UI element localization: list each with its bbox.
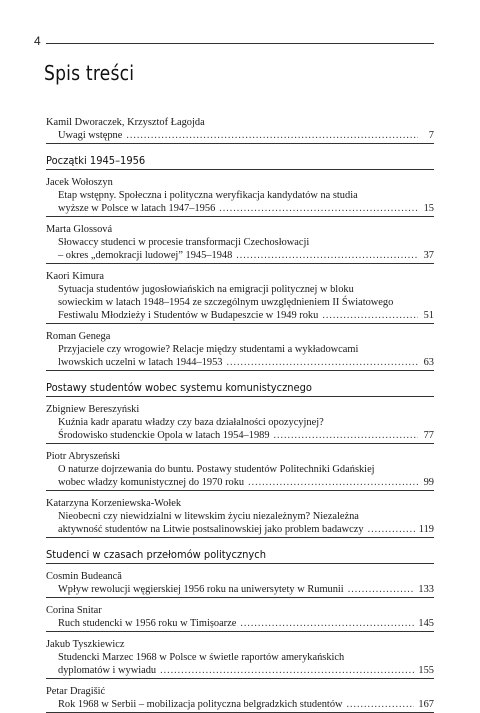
toc-entry[interactable] — [46, 685, 434, 713]
entry-title-last-line — [58, 476, 434, 489]
entry-title-line: Sytuacja studentów jugosłowiańskich na emigracji politycznej w bloku — [58, 284, 354, 295]
entry-title — [46, 510, 434, 538]
entry-title-last-line — [58, 583, 434, 596]
dot-leader — [240, 617, 414, 630]
entry-title-last-line — [58, 356, 434, 369]
entry-author: Piotr Abryszeński — [46, 451, 121, 462]
section-heading — [46, 548, 434, 564]
entry-page-number: 37 — [423, 250, 434, 261]
dot-leader — [348, 583, 415, 596]
entry-title-last-line — [58, 698, 434, 711]
entry-author: Katarzyna Korzeniewska-Wołek — [46, 498, 182, 509]
toc-entry[interactable] — [46, 223, 434, 264]
page-title: Spis treści — [44, 61, 135, 85]
entry-title-last-line — [58, 429, 434, 442]
dot-leader — [274, 429, 418, 442]
entry-title-line: Przyjaciele czy wrogowie? Relacje między studentami a wykładowcami — [58, 344, 359, 355]
entry-author: Marta Glossová — [46, 224, 113, 235]
entry-title — [46, 236, 434, 264]
toc-entry[interactable] — [46, 570, 434, 598]
entry-title — [46, 343, 434, 371]
entry-author: Zbigniew Bereszyński — [46, 404, 140, 415]
entry-title-last-line — [58, 249, 434, 262]
entry-author: Petar Dragišić — [46, 686, 106, 697]
entry-author: Jacek Wołoszyn — [46, 177, 113, 188]
entry-title-line: lwowskich uczelni w latach 1944–1953 — [58, 357, 223, 368]
entry-title — [46, 463, 434, 491]
entry-author: Corina Snitar — [46, 605, 102, 616]
entry-title — [46, 583, 434, 598]
entry-title-line: Wpływ rewolucji węgierskiej 1956 roku na uniwersytety w Rumunii — [58, 584, 344, 595]
toc-entry[interactable] — [46, 604, 434, 632]
entry-title-line: Ruch studencki w 1956 roku w Timișoarze — [58, 618, 237, 629]
entry-page-number: 145 — [418, 618, 434, 629]
entry-author: Kamil Dworaczek, Krzysztof Łagojda — [46, 117, 205, 128]
section-heading — [46, 381, 434, 397]
entry-title-line: Rok 1968 w Serbii – mobilizacja polityczna belgradzkich studentów — [58, 699, 343, 710]
section-heading — [46, 154, 434, 170]
entry-title — [46, 416, 434, 444]
entry-title-line: wyższe w Polsce w latach 1947–1956 — [58, 203, 216, 214]
entry-title-line: Studencki Marzec 1968 w Polsce w świetle raportów amerykańskich — [58, 652, 345, 663]
toc-entry[interactable] — [46, 330, 434, 371]
toc-entry[interactable] — [46, 270, 434, 324]
entry-page-number: 7 — [428, 130, 434, 141]
dot-leader — [126, 129, 418, 142]
entry-title — [46, 617, 434, 632]
entry-title-line: Festiwalu Młodzieży i Studentów w Budapeszcie w 1949 roku — [58, 310, 319, 321]
entry-title-last-line — [58, 664, 434, 677]
entry-page-number: 167 — [418, 699, 434, 710]
toc-entry[interactable] — [46, 403, 434, 444]
entry-author: Jakub Tyszkiewicz — [46, 639, 125, 650]
dot-leader — [160, 664, 414, 677]
entry-title-line: aktywność studentów na Litwie postsalinowskiej jako problem badawczy — [58, 524, 364, 535]
entry-page-number: 155 — [418, 665, 434, 676]
entry-page-number: 77 — [423, 430, 434, 441]
entry-page-number: 63 — [423, 357, 434, 368]
toc-entry[interactable] — [46, 176, 434, 217]
entry-title-line: Kuźnia kadr aparatu władzy czy baza działalności opozycyjnej? — [58, 417, 324, 428]
entry-title-line: wobec władzy komunistycznej do 1970 roku — [58, 477, 245, 488]
entry-title-line: Etap wstępny. Społeczna i polityczna weryfikacja kandydatów na studia — [58, 190, 358, 201]
entry-page-number: 119 — [418, 524, 434, 535]
entry-title — [46, 698, 434, 713]
entry-page-number: 51 — [423, 310, 434, 321]
toc-entry[interactable] — [46, 497, 434, 538]
toc-entry[interactable] — [46, 638, 434, 679]
page-number: 4 — [34, 34, 41, 48]
dot-leader — [368, 523, 415, 536]
entry-page-number: 133 — [418, 584, 434, 595]
entry-author: Roman Genega — [46, 331, 111, 342]
entry-author: Kaori Kimura — [46, 271, 104, 282]
dot-leader — [248, 476, 418, 489]
entry-title — [46, 651, 434, 679]
entry-title-line: Uwagi wstępne — [58, 130, 123, 141]
entry-title-line: – okres „demokracji ludowej” 1945–1948 — [58, 250, 233, 261]
entry-title — [46, 189, 434, 217]
entry-title-line: dyplomatów i wywiadu — [58, 665, 157, 676]
entry-title-last-line — [58, 202, 434, 215]
dot-leader — [226, 356, 418, 369]
header-rule — [46, 43, 434, 44]
entry-title-line: Słowaccy studenci w procesie transformacji Czechosłowacji — [58, 237, 310, 248]
entry-title-line: Nieobecni czy niewidzialni w litewskim życiu niezależnym? Niezależna — [58, 511, 359, 522]
dot-leader — [219, 202, 418, 215]
entry-title — [46, 129, 434, 144]
entry-title-last-line — [58, 523, 434, 536]
section-heading-text: Początki 1945–1956 — [46, 154, 146, 167]
entry-page-number: 15 — [423, 203, 434, 214]
entry-author: Cosmin Budeancă — [46, 571, 122, 582]
entry-page-number: 99 — [423, 477, 434, 488]
entry-title-last-line — [58, 617, 434, 630]
entry-title-last-line — [58, 129, 434, 142]
dot-leader — [236, 249, 418, 262]
entry-title-last-line — [58, 309, 434, 322]
entry-title — [46, 283, 434, 324]
dot-leader — [322, 309, 418, 322]
table-of-contents — [46, 116, 434, 713]
dot-leader — [347, 698, 415, 711]
entry-title-line: Środowisko studenckie Opola w latach 1954–1989 — [58, 430, 270, 441]
entry-title-line: sowieckim w latach 1948–1954 ze szczególnym uwzględnieniem II Światowego — [58, 297, 394, 308]
section-heading-text: Studenci w czasach przełomów politycznych — [46, 548, 267, 561]
toc-entry[interactable] — [46, 450, 434, 491]
toc-entry[interactable] — [46, 116, 434, 144]
entry-title-line: O naturze dojrzewania do buntu. Postawy studentów Politechniki Gdańskiej — [58, 464, 375, 475]
section-heading-text: Postawy studentów wobec systemu komunistycznego — [46, 381, 312, 394]
